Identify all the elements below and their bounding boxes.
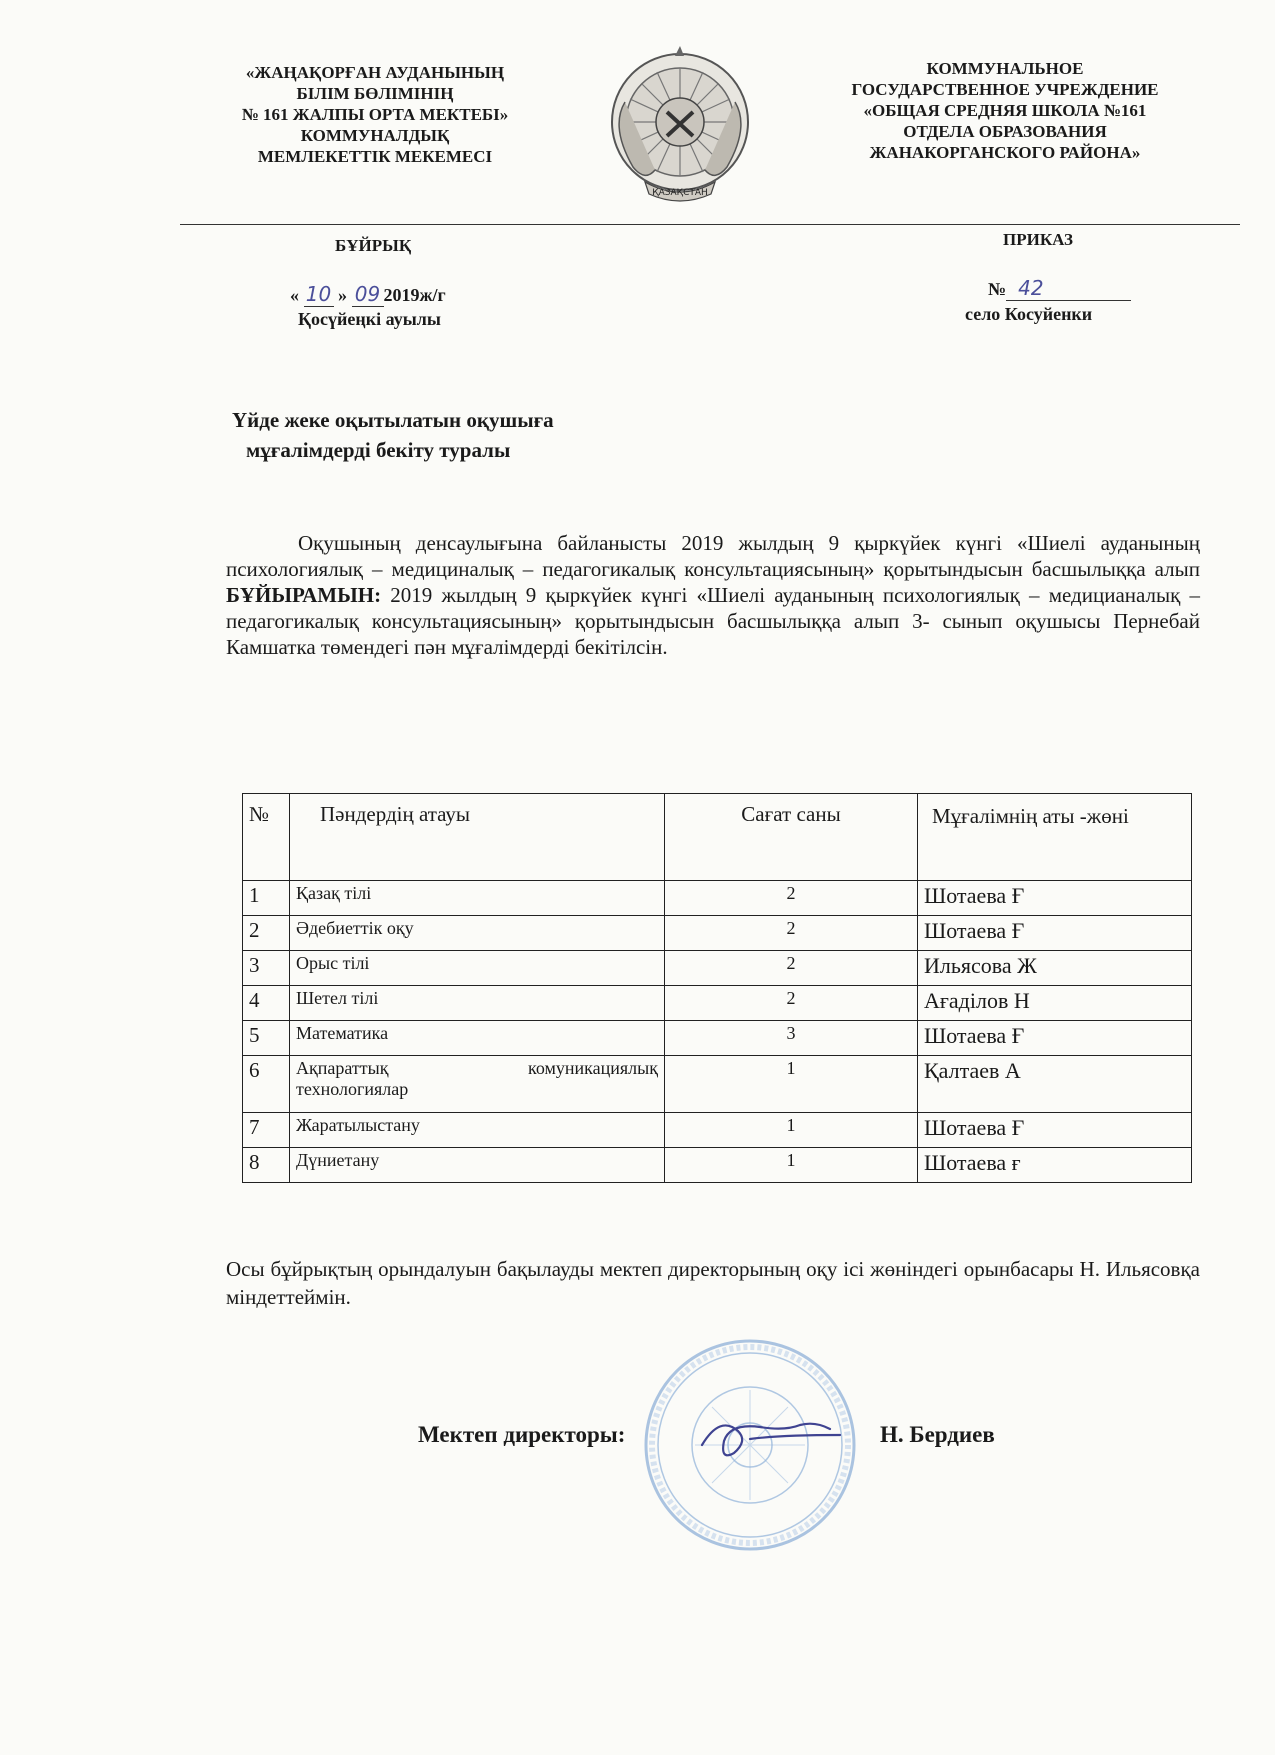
row-hours: 2 <box>665 986 918 1021</box>
state-emblem-icon <box>605 42 755 207</box>
document-title <box>232 405 554 465</box>
table-row <box>243 1148 1192 1183</box>
row-hours: 1 <box>665 1056 918 1113</box>
row-number: 4 <box>243 986 290 1021</box>
title-line: мұғалімдерді бекіту туралы <box>246 438 511 462</box>
emblem-text: ҚАЗАҚСТАН <box>652 188 708 198</box>
table-row <box>243 986 1192 1021</box>
order-number <box>988 276 1131 301</box>
header-right-line: КОММУНАЛЬНОЕ <box>926 59 1084 78</box>
row-subject: Шетел тілі <box>290 986 665 1021</box>
col-header-hours: Сағат саны <box>665 794 918 881</box>
row-number: 6 <box>243 1056 290 1113</box>
header-right-ru <box>795 58 1215 163</box>
header-right-line: ЖАНАКОРГАНСКОГО РАЙОНА» <box>869 143 1141 162</box>
village-ru: село Косуйенки <box>965 304 1093 324</box>
header-left-line: «ЖАҢАҚОРҒАН АУДАНЫНЫҢ <box>245 63 505 82</box>
order-body <box>226 530 1200 660</box>
row-number: 5 <box>243 1021 290 1056</box>
col-header-subject: Пәндердің атауы <box>290 794 665 881</box>
row-subject: Жаратылыстану <box>290 1113 665 1148</box>
header-divider <box>180 224 1240 225</box>
subjects-table <box>242 793 1192 1183</box>
row-hours: 1 <box>665 1148 918 1183</box>
row-number: 7 <box>243 1113 290 1148</box>
row-subject: Қазақ тілі <box>290 881 665 916</box>
row-number: 3 <box>243 951 290 986</box>
row-subject: Әдебиеттік оқу <box>290 916 665 951</box>
row-subject-part: комуникациялық <box>528 1058 658 1078</box>
row-hours: 2 <box>665 951 918 986</box>
header-left-kz <box>185 62 565 167</box>
title-line: Үйде жеке оқытылатын оқушыға <box>232 408 554 432</box>
handwritten-signature-icon <box>690 1405 850 1465</box>
row-subject-part: Ақпараттық <box>296 1058 389 1078</box>
row-number: 1 <box>243 881 290 916</box>
table-row <box>243 1021 1192 1056</box>
date-day: 10 <box>304 282 334 307</box>
table-row <box>243 951 1192 986</box>
signatory-title: Мектеп директоры: <box>418 1422 626 1447</box>
body-order-keyword: БҰЙЫРАМЫН: <box>226 583 382 607</box>
row-teacher: Ағаділов Н <box>918 986 1192 1021</box>
row-teacher: Қалтаев А <box>918 1056 1192 1113</box>
col-header-number: № <box>243 794 290 881</box>
table-row <box>243 1056 1192 1113</box>
number-value: 42 <box>1006 276 1131 301</box>
header-left-line: КОММУНАЛДЫҚ <box>300 126 450 145</box>
body-paragraph-2: 2019 жылдың 9 қыркүйек күнгі «Шиелі ауданының психологиялық – медицианалық – педагогикалық консультациясының» қорытындысын басшылыққа алып 3- сынып оқушысы Пернебай Камшатка төмендегі пән мұғалімдерді бекітілсін. <box>226 583 1201 659</box>
row-subject: Орыс тілі <box>290 951 665 986</box>
date-open-quote: « <box>290 285 299 305</box>
row-teacher: Шотаева ғ <box>918 1148 1192 1183</box>
row-hours: 1 <box>665 1113 918 1148</box>
row-subject <box>290 1056 665 1113</box>
row-teacher: Шотаева Ғ <box>918 916 1192 951</box>
row-hours: 3 <box>665 1021 918 1056</box>
row-hours: 2 <box>665 881 918 916</box>
village-kz: Қосүйеңкі ауылы <box>298 309 441 329</box>
header-left-line: МЕМЛЕКЕТТІК МЕКЕМЕСІ <box>257 147 493 166</box>
table-row <box>243 916 1192 951</box>
date-month: 09 <box>352 282 384 307</box>
date-close-quote: » <box>338 285 347 305</box>
row-teacher: Шотаева Ғ <box>918 1021 1192 1056</box>
header-right-line: ГОСУДАРСТВЕННОЕ УЧРЕЖДЕНИЕ <box>851 80 1159 99</box>
table-row <box>243 881 1192 916</box>
order-date <box>290 282 446 307</box>
header-right-line: «ОБЩАЯ СРЕДНЯЯ ШКОЛА №161 <box>863 101 1147 120</box>
date-year: 2019ж/г <box>383 285 446 305</box>
body-paragraph-1: Оқушының денсаулығына байланысты 2019 жылдың 9 қыркүйек күнгі «Шиелі ауданының психологиялық – медициналық – педагогикалық консультациясының» қорытындысын басшылыққа алып <box>226 531 1200 581</box>
row-subject: Дүниетану <box>290 1148 665 1183</box>
order-label-ru: ПРИКАЗ <box>1003 230 1073 249</box>
row-subject-part: технологиялар <box>296 1079 409 1099</box>
header-right-line: ОТДЕЛА ОБРАЗОВАНИЯ <box>903 122 1107 141</box>
row-hours: 2 <box>665 916 918 951</box>
number-prefix: № <box>988 279 1007 299</box>
header-left-line: № 161 ЖАЛПЫ ОРТА МЕКТЕБІ» <box>241 105 509 124</box>
order-label-kz: БҰЙРЫҚ <box>335 236 412 255</box>
signatory-name: Н. Бердиев <box>880 1422 995 1447</box>
header-left-line: БІЛІМ БӨЛІМІНІҢ <box>296 84 454 103</box>
row-teacher: Ильясова Ж <box>918 951 1192 986</box>
row-teacher: Шотаева Ғ <box>918 881 1192 916</box>
row-subject: Математика <box>290 1021 665 1056</box>
col-header-teacher: Мұғалімнің аты -жөні <box>918 794 1192 881</box>
closing-paragraph: Осы бұйрықтың орындалуын бақылауды мектеп директорының оқу ісі жөніндегі орынбасары Н. Ильясовқа міндеттеймін. <box>226 1257 1200 1309</box>
table-header-row <box>243 794 1192 881</box>
row-number: 8 <box>243 1148 290 1183</box>
row-number: 2 <box>243 916 290 951</box>
table-row <box>243 1113 1192 1148</box>
row-teacher: Шотаева Ғ <box>918 1113 1192 1148</box>
